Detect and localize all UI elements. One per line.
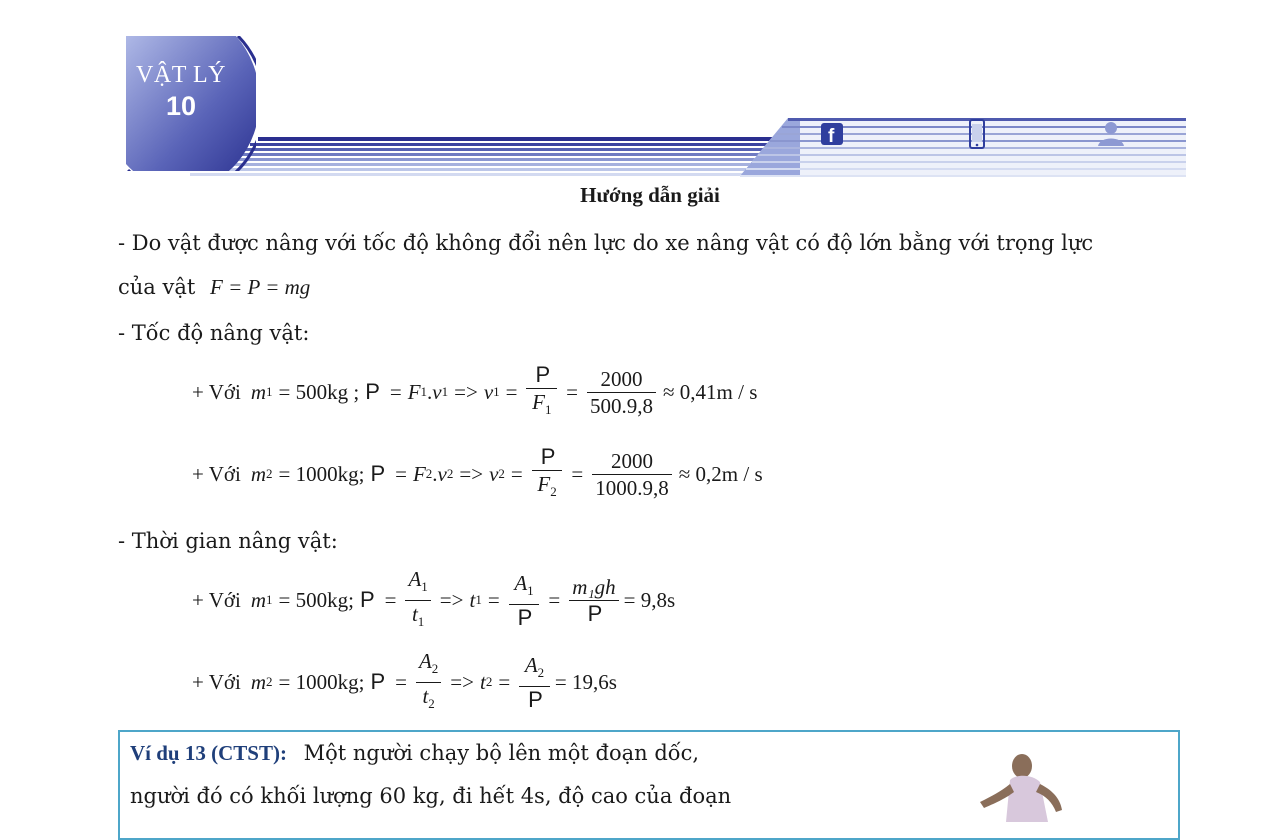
user-icon[interactable]	[1096, 118, 1126, 150]
speed-result-1: ≈ 0,41m / s	[663, 379, 758, 404]
svg-text:f: f	[828, 126, 835, 147]
intro-line-2	[118, 272, 310, 302]
fraction-a-over-t: $\frac{A_1}{t_1}$	[405, 566, 430, 635]
mass-symbol: m	[250, 379, 266, 404]
mass-index: 1	[266, 384, 273, 399]
example-line-2: người đó có khối lượng 60 kg, đi hết 4s, độ cao của đoạn	[130, 784, 732, 808]
time-heading: - Thời gian nâng vật:	[118, 529, 338, 553]
example-label: Ví dụ 13 (CTST):	[130, 741, 287, 765]
fraction-p-over-f: $\frac{P}{F_2}$	[532, 444, 563, 505]
fraction-a-over-t: $\frac{A_2}{t_2}$	[416, 648, 441, 717]
example-line-1	[130, 738, 699, 768]
time-result-1: = 9,8s	[623, 587, 676, 612]
page-header	[0, 0, 1275, 182]
header-stripes	[190, 137, 798, 176]
time-result-2: = 19,6s	[554, 669, 617, 694]
force-symbol: F	[407, 379, 421, 404]
badge-subject: VẬT LÝ	[136, 62, 226, 88]
time-equation-2: + Với m 2 = 1000kg; P = $\frac{A_2}{t_2}$ => t 2 = $\frac{A_2}{P}$ = 19,6s	[192, 650, 617, 714]
eq-prefix: + Với	[192, 379, 241, 404]
power-symbol: P	[365, 379, 380, 404]
speed-equation-1: + Với m 1 = 500kg ; P = F 1 . v 1 => v 1 = $\frac{P}{F_1}$ = $\frac{2000}{500.9,8}$ ≈ 0,41m / s	[192, 360, 757, 424]
phone-icon[interactable]	[962, 118, 992, 150]
time-equation-1: + Với m 1 = 500kg; P = $\frac{A_1}{t_1}$ => t 1 = $\frac{A_1}{P}$ = $\frac{\text{m₁gh}}{P}$ = 9,8s	[192, 568, 675, 632]
intro-line-1: - Do vật được nâng với tốc độ không đổi nên lực do xe nâng vật có độ lớn bằng với trọng lực	[118, 231, 1094, 255]
example-text-1: Một người chạy bộ lên một đoạn dốc,	[303, 741, 700, 765]
fraction-values: $\frac{2000}{1000.9,8}$	[592, 448, 672, 501]
speed-heading: - Tốc độ nâng vật:	[118, 321, 310, 345]
intro-line-2-text: của vật	[118, 275, 196, 299]
mass-value: = 500kg ;	[278, 379, 360, 404]
badge-label	[126, 62, 236, 122]
speed-equation-2: + Với m 2 = 1000kg; P = F 2 . v 2 => v 2 = $\frac{P}{F_2}$ = $\frac{2000}{1000.9,8}$ ≈ 0,2m / s	[192, 442, 763, 506]
runner-illustration	[970, 752, 1080, 822]
fraction-a-over-p: $\frac{A_2}{P}$	[519, 652, 550, 713]
fraction-values: $\frac{2000}{500.9,8}$	[587, 366, 656, 419]
badge-grade: 10	[165, 91, 197, 121]
fraction-a-over-p: $\frac{A_1}{P}$	[509, 570, 540, 631]
facebook-icon[interactable]	[818, 118, 848, 150]
fraction-p-over-f: $\frac{P}{F_1}$	[526, 362, 557, 423]
section-title: Hướng dẫn giải	[580, 183, 720, 207]
speed-result-2: ≈ 0,2m / s	[678, 461, 763, 486]
intro-formula: F = P = mg	[210, 275, 311, 299]
fraction-mgh-over-p: $\frac{\text{m₁gh}}{P}$	[569, 574, 618, 627]
